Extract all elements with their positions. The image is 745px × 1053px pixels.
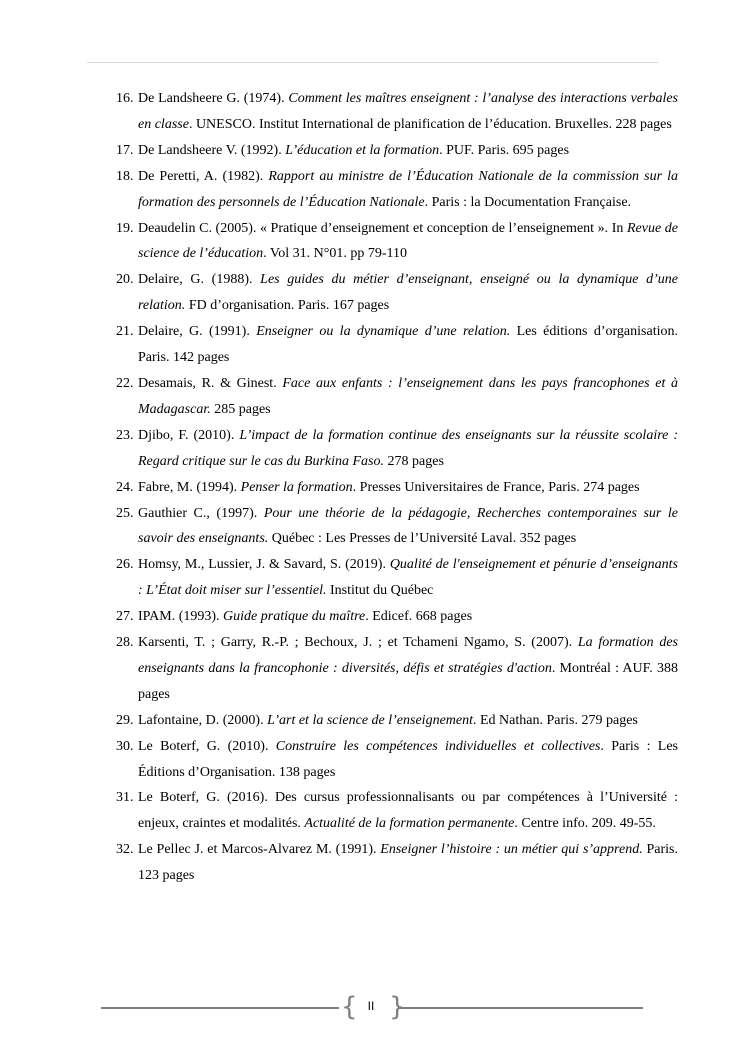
reference-text: . Montréal : AUF. 388 pages — [138, 660, 679, 702]
reference-item — [116, 216, 678, 268]
reference-number: 16. — [116, 91, 134, 106]
reference-text: Le Boterf, G. (2010). — [138, 738, 276, 754]
reference-item — [116, 86, 678, 138]
reference-number: 24. — [116, 479, 134, 495]
reference-text: Le Boterf, G. (2016). Des cursus professionnalisants ou par compétences à l’Université : enjeux, craintes et modalités. — [138, 790, 678, 832]
footer-rule-right — [398, 1007, 643, 1009]
reference-item — [116, 708, 678, 734]
reference-title: Face aux enfants : l’enseignement dans les pays francophones et à Madagascar. — [138, 375, 678, 417]
reference-title: Pour une théorie de la pédagogie, Recherches contemporaines sur le savoir des enseignants. — [138, 505, 678, 547]
reference-number: 32. — [116, 842, 134, 858]
reference-item — [116, 630, 678, 708]
reference-text: De Landsheere G. (1974). — [138, 91, 289, 106]
reference-item — [116, 552, 678, 604]
reference-title: Enseigner ou la dynamique d’une relation. — [256, 324, 511, 340]
reference-title: Rapport au ministre de l’Éducation Nationale de la commission sur la formation des personnels de l’Éducation Nationale — [138, 168, 679, 210]
reference-title: Construire les compétences individuelles et collectives — [275, 738, 601, 754]
reference-text: Institut du Québec — [326, 583, 434, 599]
reference-text: Le Pellec J. et Marcos-Alvarez M. (1991). — [138, 842, 381, 858]
reference-text: . Presses Universitaires de France, Paris. 274 pages — [352, 479, 640, 495]
reference-text: 285 pages — [210, 401, 271, 417]
reference-item — [116, 267, 678, 319]
reference-list — [116, 86, 678, 889]
reference-item — [116, 604, 678, 630]
reference-number: 30. — [116, 738, 134, 754]
reference-number: 17. — [116, 142, 134, 158]
reference-title: Enseigner l’histoire : un métier qui s’apprend. — [380, 842, 643, 858]
reference-text: De Landsheere V. (1992). — [138, 142, 286, 158]
reference-title: La formation des enseignants dans la francophonie : diversités, défis et stratégies d'action — [138, 635, 678, 676]
reference-number: 27. — [116, 609, 134, 625]
reference-title: Les guides du métier d’enseignant, enseigné ou la dynamique d’une relation. — [138, 272, 678, 314]
reference-title: L’impact de la formation continue des enseignants sur la réussite scolaire : Regard critique sur le cas du Burkina Faso. — [138, 427, 678, 469]
reference-text: Djibo, F. (2010). — [138, 427, 240, 443]
reference-title: Qualité de l'enseignement et pénurie d’enseignants : L’État doit miser sur l’essentiel. — [138, 557, 679, 599]
reference-number: 22. — [116, 375, 134, 391]
reference-item — [116, 734, 678, 786]
reference-item — [116, 319, 678, 371]
reference-text: . Centre info. 209. 49-55. — [514, 816, 656, 832]
reference-text: IPAM. (1993). — [138, 609, 224, 625]
page-number: II — [367, 999, 375, 1013]
reference-title: Revue de science de l’éducation — [138, 220, 678, 262]
reference-item — [116, 164, 678, 216]
reference-text: Paris. 123 pages — [138, 842, 678, 884]
reference-text: . PUF. Paris. 695 pages — [439, 142, 570, 158]
page-footer — [101, 993, 643, 1023]
reference-text: Gauthier C., (1997). — [138, 505, 264, 521]
left-brace-icon: { — [341, 992, 358, 1022]
reference-text: Québec : Les Presses de l’Université Laval. 352 pages — [268, 531, 577, 547]
reference-text: . UNESCO. Institut International de planification de l’éducation. Bruxelles. 228 pages — [188, 116, 672, 132]
reference-title: Actualité de la formation permanente — [304, 816, 515, 832]
reference-number: 23. — [116, 427, 134, 443]
reference-title: Guide pratique du maître — [223, 609, 366, 625]
reference-title: Penser la formation — [240, 479, 353, 495]
reference-title: L’éducation et la formation — [285, 142, 440, 158]
reference-text: . Paris : la Documentation Française. — [424, 194, 632, 210]
reference-number: 31. — [116, 790, 134, 806]
reference-text: Fabre, M. (1994). — [138, 479, 241, 495]
reference-text: Deaudelin C. (2005). « Pratique d’enseignement et conception de l’enseignement ». In — [138, 220, 627, 236]
reference-number: 21. — [116, 324, 134, 340]
reference-item — [116, 371, 678, 423]
reference-text: Delaire, G. (1988). — [138, 272, 261, 288]
reference-text: . Vol 31. N°01. pp 79-110 — [263, 246, 407, 262]
reference-text: Les éditions d’organisation. Paris. 142 pages — [138, 324, 678, 366]
reference-text: Homsy, M., Lussier, J. & Savard, S. (2019). — [138, 557, 390, 573]
reference-number: 26. — [116, 557, 134, 573]
reference-text: . Ed Nathan. Paris. 279 pages — [473, 712, 638, 728]
reference-item — [116, 785, 678, 837]
reference-item — [116, 837, 678, 889]
reference-text: De Peretti, A. (1982). — [138, 168, 269, 184]
reference-number: 29. — [116, 712, 134, 728]
reference-number: 20. — [116, 272, 134, 288]
reference-number: 28. — [116, 635, 134, 651]
reference-title: L’art et la science de l’enseignement — [267, 712, 473, 728]
reference-item — [116, 475, 678, 501]
reference-title: Comment les maîtres enseignent : l’analyse des interactions verbales en classe — [138, 91, 679, 132]
reference-item — [116, 501, 678, 553]
right-brace-icon: } — [389, 992, 406, 1022]
reference-text: Karsenti, T. ; Garry, R.-P. ; Bechoux, J. ; et Tchameni Ngamo, S. (2007). — [138, 635, 578, 651]
reference-text: Desamais, R. & Ginest. — [138, 375, 283, 391]
reference-text: FD d’organisation. Paris. 167 pages — [185, 298, 390, 314]
reference-text: Delaire, G. (1991). — [138, 324, 257, 340]
reference-number: 19. — [116, 220, 134, 236]
reference-text: . Edicef. 668 pages — [365, 609, 473, 625]
reference-number: 18. — [116, 168, 134, 184]
reference-text: Lafontaine, D. (2000). — [138, 712, 268, 728]
reference-number: 25. — [116, 505, 134, 521]
reference-item — [116, 138, 678, 164]
reference-text: 278 pages — [384, 453, 444, 469]
reference-text: . Paris : Les Éditions d’Organisation. 138 pages — [138, 738, 679, 780]
footer-rule-left — [101, 1007, 339, 1009]
header-rule — [87, 62, 658, 63]
reference-item — [116, 423, 678, 475]
